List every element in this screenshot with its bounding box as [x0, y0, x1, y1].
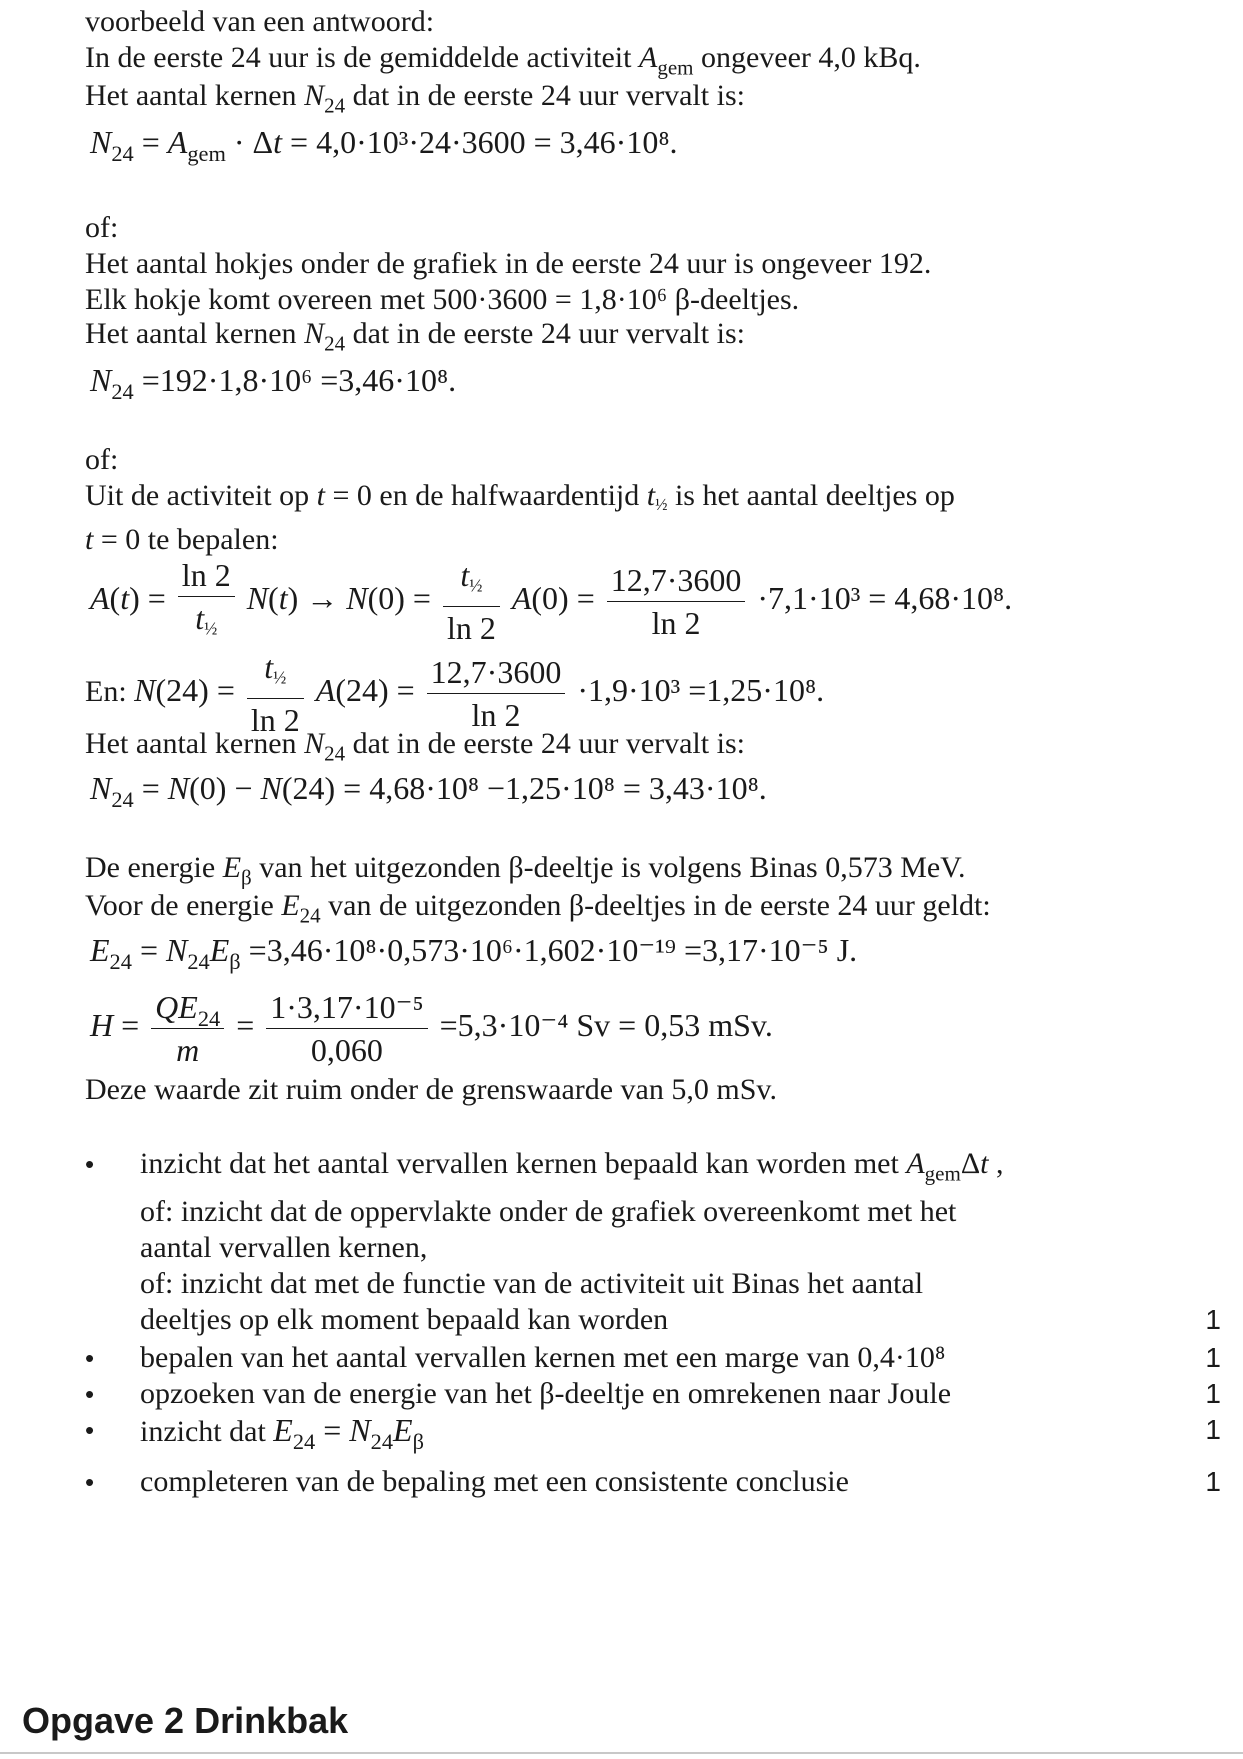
conclusion-text: Deze waarde zit ruim onder de grenswaarde van 5,0 mSv. [85, 1073, 777, 1106]
score-2: 1 [1205, 1342, 1221, 1373]
block3-line2: t = 0 te bepalen: [85, 523, 279, 556]
block3-line3: Het aantal kernen $N_{24}$ dat in de eerste 24 uur vervalt is: [85, 727, 745, 766]
block4-line2: Voor de energie $E_{24}$ van de uitgezonden β-deeltjes in de eerste 24 uur geldt: [85, 889, 991, 928]
of-label-2: of: [85, 443, 119, 476]
bullet-icon: • [85, 1415, 95, 1445]
fraction-value-over-ln2-2: $\frac{12,7\cdot 3600}{\ln 2}$ [427, 655, 566, 732]
equation-n0: A(t) = $\frac{\ln 2}{\text{t½}}$ N(t) → N(0) = $\frac{\text{t½}}{\ln 2}$ A(0) = $\frac{12,7\cdot 3600}{\ln 2}$ ·7,1·10³ = 4,68·10⁸. [90, 557, 1013, 647]
block2-line1: Het aantal hokjes onder de grafiek in de eerste 24 uur is ongeveer 192. [85, 247, 932, 280]
equation-energy: $E_{24} = N_{24}E_\beta =3,46\cdot 10^8\cdot 0,573\cdot 10^6\cdot 1,602\cdot 10^{-19} =3,17\cdot 10^{-5}$ J. [90, 932, 858, 974]
block2-line3: Het aantal kernen $N_{24}$ dat in de eerste 24 uur vervalt is: [85, 317, 745, 356]
equation-n24-average: $N_{24} = A_{gem} \cdot \Delta t = 4,0\cdot 10^3\cdot 24\cdot 3600 = 3,46\cdot 10^8$. [90, 124, 678, 166]
score-3: 1 [1205, 1378, 1221, 1409]
fraction-thalf-over-ln2: $\frac{\text{t½}}{\ln 2}$ [443, 558, 500, 645]
of-label-1: of: [85, 211, 119, 244]
bottom-divider [0, 1752, 1243, 1754]
bullet-icon: • [85, 1467, 95, 1497]
equation-n24-difference: $N_{24} = N(0) - N(24) = 4,68\cdot 10^8 -1,25\cdot 10^8 = 3,43\cdot 10^8$. [90, 770, 767, 812]
block4-line1: De energie $E_\beta$ van het uitgezonden β-deeltje is volgens Binas 0,573 MeV. [85, 851, 966, 890]
equation-n24-remaining: En: N(24) = $\frac{\text{t½}}{\ln 2}$ A(24) = $\frac{12,7\cdot 3600}{\ln 2}$ ·1,9·10³ =1,25·10⁸. [85, 649, 825, 739]
intro-text: voorbeeld van een antwoord: [85, 5, 435, 38]
fraction-value-over-ln2: $\frac{12,7\cdot 3600}{\ln 2}$ [607, 563, 746, 640]
section-heading: Opgave 2 Drinkbak [22, 1700, 349, 1741]
fraction-dose-value: $\frac{\text{1·3,17·10⁻⁵}}{0,060}$ [266, 990, 427, 1067]
fraction-thalf-over-ln2-2: $\frac{\text{t½}}{\ln 2}$ [247, 650, 304, 737]
equation-n24-grid: $N_{24} =192\cdot 1,8\cdot 10^6 =3,46\cdot 10^8$. [90, 362, 457, 404]
block1-line2: Het aantal kernen $N_{24}$ dat in de eerste 24 uur vervalt is: [85, 79, 745, 118]
equation-dose: H = $\frac{QE_{24}}{m}$ = $\frac{\text{1·3,17·10⁻⁵}}{0,060}$ =5,3·10⁻⁴ Sv = 0,53 mSv. [90, 989, 773, 1068]
fraction-qe-over-m: $\frac{QE_{24}}{m}$ [151, 990, 224, 1067]
score-5: 1 [1205, 1466, 1221, 1497]
block3-line1: Uit de activiteit op t = 0 en de halfwaardentijd t½ is het aantal deeltjes op [85, 479, 955, 514]
block1-line1: In de eerste 24 uur is de gemiddelde activiteit $A_{gem}$ ongeveer 4,0 kBq. [85, 41, 921, 80]
answer-page: voorbeeld van een antwoord: In de eerste 24 uur is de gemiddelde activiteit $A_{gem}$ ongeveer 4,0 kBq. Het aantal kernen $N_{24}$ dat in de eerste 24 uur vervalt is: $N_{24} = A_{gem} \cdot \Delta t = 4,0\cdot 10^3\cdot 24\cdot 3600 = 3,46\cdot 10^8$. of: Het aantal hokjes onder de grafiek in de eerste 24 uur is ongeveer 192. Elk hokje komt overeen met 500·3600 = 1,8·10⁶ β-deeltjes. Het aantal kernen $N_{24}$ dat in de eerste 24 uur vervalt is: $N_{24} =192\cdot 1,8\cdot 10^6 =3,46\cdot 10^8$. of: Uit de activiteit op t = 0 en de halfwaardentijd t½ is het aantal deeltjes op t = 0 te bepalen: A(t) = $\frac{\ln 2}{\text{t½}}$ N(t) → N(0) = $\frac{\text{t½}}{\ln 2}$ A(0) = $\frac{12,7\cdot 3600}{\ln 2}$ ·7,1·10³ = 4,68·10⁸. En: N(24) = $\frac{\text{t½}}{\ln 2}$ A(24) = $\frac{12,7\cdot 3600}{\ln 2}$ ·1,9·10³ =1,25·10⁸. Het aantal kernen $N_{24}$ dat in de eerste 24 uur vervalt is: $N_{24} = N(0) - N(24) = 4,68\cdot 10^8 -1,25\cdot 10^8 = 3,43\cdot 10^8$. De energie $E_\beta$ van het uitgezonden β-deeltje is volgens Binas 0,573 MeV. Voor de energie $E_{24}$ van de uitgezonden β-deeltjes in de eerste 24 uur geldt: $E_{24} = N_{24}E_\beta =3,46\cdot 10^8\cdot 0,573\cdot 10^6\cdot 1,602\cdot 10^{-19} =3,17\cdot 10^{-5}$ J. H = $\frac{QE_{24}}{m}$ = $\frac{\text{1·3,17·10⁻⁵}}{0,060}$ =5,3·10⁻⁴ Sv = 0,53 mSv. Deze waarde zit ruim onder de grenswaarde van 5,0 mSv. • inzicht dat het aantal vervallen kernen bepaald kan worden met $A_{gem}\Delta t$ , of: inzicht dat de oppervlakte onder de grafiek overeenkomt met het aantal vervallen kernen, of: inzicht dat met de functie van de activiteit uit Binas het aantal deeltjes op elk moment bepaald kan worden 1 • bepalen van het aantal vervallen kernen met een marge van 0,4·10⁸ 1 • opzoeken van de energie van het β-deeltje en omrekenen naar Joule 1 • inzicht dat $E_{24} = N_{24}E_\beta$ 1 • completeren van de bepaling met een consistente conclusie 1 Opgave 2 Drinkbak [0, 0, 1243, 1759]
fraction-ln2-over-thalf: $\frac{\ln 2}{\text{t½}}$ [178, 558, 235, 645]
block2-line2: Elk hokje komt overeen met 500·3600 = 1,8·10⁶ β-deeltjes. [85, 283, 800, 316]
bullet-icon: • [85, 1149, 95, 1179]
score-1: 1 [1205, 1304, 1221, 1335]
bullet-icon: • [85, 1343, 95, 1373]
score-4: 1 [1205, 1414, 1221, 1445]
bullet-icon: • [85, 1379, 95, 1409]
